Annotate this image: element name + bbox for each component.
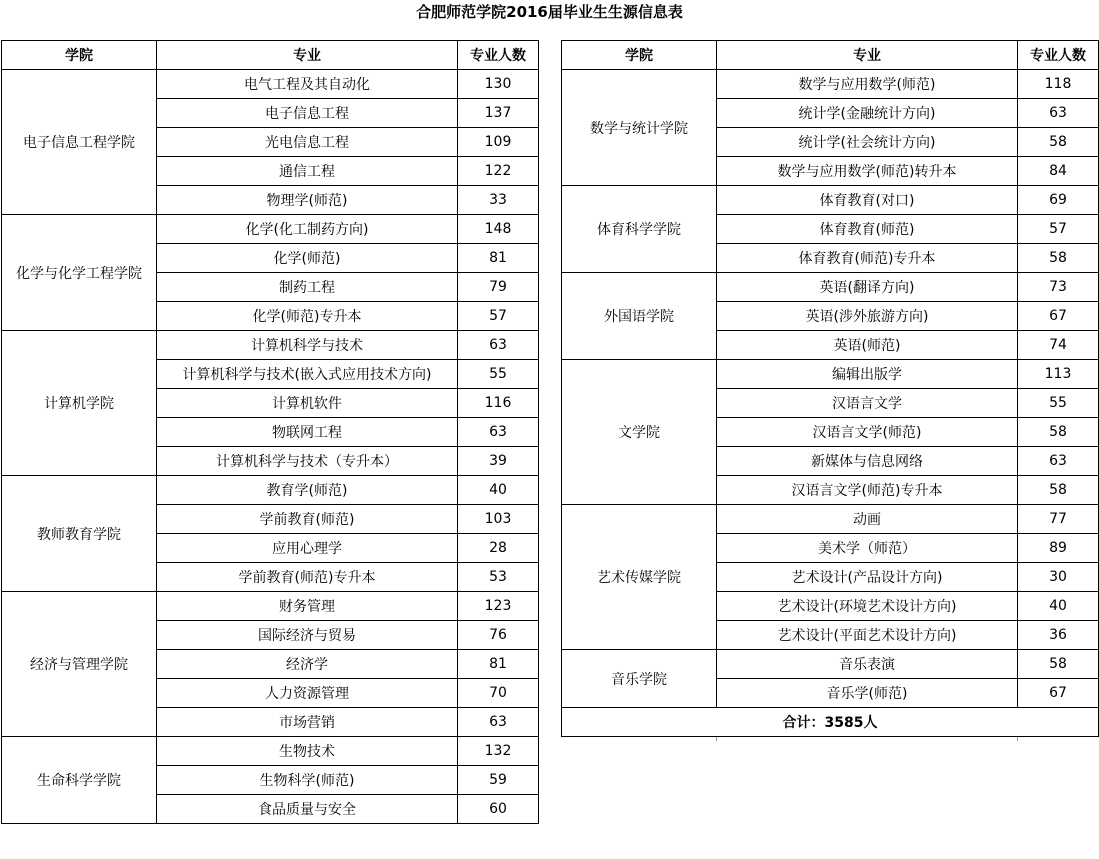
major-cell: 财务管理 — [157, 592, 458, 621]
table-row — [562, 186, 1099, 215]
header-college: 学院 — [2, 41, 157, 70]
count-cell: 59 — [458, 766, 539, 795]
major-cell: 体育教育(师范) — [717, 215, 1018, 244]
table-row — [562, 650, 1099, 679]
major-cell: 计算机软件 — [157, 389, 458, 418]
major-cell: 新媒体与信息网络 — [717, 447, 1018, 476]
college-cell: 音乐学院 — [562, 650, 717, 708]
major-cell: 汉语言文学(师范)专升本 — [717, 476, 1018, 505]
count-cell: 79 — [458, 273, 539, 302]
major-cell: 生物科学(师范) — [157, 766, 458, 795]
major-cell: 化学(师范) — [157, 244, 458, 273]
count-cell: 63 — [1018, 99, 1099, 128]
table-row — [2, 331, 539, 360]
major-cell: 计算机科学与技术(嵌入式应用技术方向) — [157, 360, 458, 389]
major-cell: 生物技术 — [157, 737, 458, 766]
major-cell: 体育教育(师范)专升本 — [717, 244, 1018, 273]
college-cell: 体育科学学院 — [562, 186, 717, 273]
count-cell: 39 — [458, 447, 539, 476]
major-cell: 计算机科学与技术（专升本） — [157, 447, 458, 476]
count-cell: 58 — [1018, 650, 1099, 679]
major-cell: 统计学(社会统计方向) — [717, 128, 1018, 157]
major-cell: 汉语言文学(师范) — [717, 418, 1018, 447]
count-cell: 36 — [1018, 621, 1099, 650]
major-cell: 数学与应用数学(师范)转升本 — [717, 157, 1018, 186]
count-cell: 73 — [1018, 273, 1099, 302]
count-cell: 103 — [458, 505, 539, 534]
major-cell: 艺术设计(产品设计方向) — [717, 563, 1018, 592]
college-cell: 生命科学学院 — [2, 737, 157, 824]
count-cell: 76 — [458, 621, 539, 650]
count-cell: 63 — [458, 418, 539, 447]
count-cell: 116 — [458, 389, 539, 418]
count-cell: 28 — [458, 534, 539, 563]
count-cell: 74 — [1018, 331, 1099, 360]
major-cell: 光电信息工程 — [157, 128, 458, 157]
college-cell: 教师教育学院 — [2, 476, 157, 592]
major-cell: 物理学(师范) — [157, 186, 458, 215]
table-row — [562, 70, 1099, 99]
major-cell: 人力资源管理 — [157, 679, 458, 708]
count-cell: 55 — [458, 360, 539, 389]
count-cell: 122 — [458, 157, 539, 186]
count-cell: 58 — [1018, 418, 1099, 447]
count-cell: 67 — [1018, 302, 1099, 331]
table-row — [562, 273, 1099, 302]
major-cell: 音乐学(师范) — [717, 679, 1018, 708]
count-cell: 60 — [458, 795, 539, 824]
major-cell: 英语(涉外旅游方向) — [717, 302, 1018, 331]
count-cell: 123 — [458, 592, 539, 621]
major-cell: 食品质量与安全 — [157, 795, 458, 824]
major-cell: 英语(师范) — [717, 331, 1018, 360]
table-row — [2, 476, 539, 505]
major-cell: 通信工程 — [157, 157, 458, 186]
major-cell: 计算机科学与技术 — [157, 331, 458, 360]
count-cell: 63 — [1018, 447, 1099, 476]
count-cell: 58 — [1018, 476, 1099, 505]
count-cell: 67 — [1018, 679, 1099, 708]
count-cell: 63 — [458, 331, 539, 360]
table-row — [2, 215, 539, 244]
count-cell: 113 — [1018, 360, 1099, 389]
count-cell: 118 — [1018, 70, 1099, 99]
major-cell: 物联网工程 — [157, 418, 458, 447]
count-cell: 58 — [1018, 244, 1099, 273]
table-row — [2, 592, 539, 621]
count-cell: 89 — [1018, 534, 1099, 563]
header-count: 专业人数 — [1018, 41, 1099, 70]
count-cell: 137 — [458, 99, 539, 128]
major-cell: 制药工程 — [157, 273, 458, 302]
count-cell: 63 — [458, 708, 539, 737]
major-cell: 化学(师范)专升本 — [157, 302, 458, 331]
major-cell: 艺术设计(平面艺术设计方向) — [717, 621, 1018, 650]
count-cell: 55 — [1018, 389, 1099, 418]
major-cell: 美术学（师范） — [717, 534, 1018, 563]
major-cell: 学前教育(师范)专升本 — [157, 563, 458, 592]
count-cell: 33 — [458, 186, 539, 215]
college-cell: 经济与管理学院 — [2, 592, 157, 737]
college-cell: 艺术传媒学院 — [562, 505, 717, 650]
left-table — [1, 40, 539, 824]
major-cell: 教育学(师范) — [157, 476, 458, 505]
table-row — [562, 505, 1099, 534]
count-cell: 77 — [1018, 505, 1099, 534]
college-cell: 化学与化学工程学院 — [2, 215, 157, 331]
major-cell: 化学(化工制药方向) — [157, 215, 458, 244]
college-cell: 电子信息工程学院 — [2, 70, 157, 215]
count-cell: 69 — [1018, 186, 1099, 215]
count-cell: 58 — [1018, 128, 1099, 157]
college-cell: 数学与统计学院 — [562, 70, 717, 186]
table-row — [2, 70, 539, 99]
count-cell: 81 — [458, 650, 539, 679]
count-cell: 109 — [458, 128, 539, 157]
count-cell: 30 — [1018, 563, 1099, 592]
header-major: 专业 — [717, 41, 1018, 70]
major-cell: 英语(翻译方向) — [717, 273, 1018, 302]
major-cell: 市场营销 — [157, 708, 458, 737]
major-cell: 国际经济与贸易 — [157, 621, 458, 650]
major-cell: 应用心理学 — [157, 534, 458, 563]
count-cell: 53 — [458, 563, 539, 592]
header-count: 专业人数 — [458, 41, 539, 70]
count-cell: 40 — [1018, 592, 1099, 621]
header-college: 学院 — [562, 41, 717, 70]
major-cell: 电气工程及其自动化 — [157, 70, 458, 99]
count-cell: 40 — [458, 476, 539, 505]
major-cell: 音乐表演 — [717, 650, 1018, 679]
table-row — [2, 737, 539, 766]
count-cell: 81 — [458, 244, 539, 273]
count-cell: 130 — [458, 70, 539, 99]
college-cell: 外国语学院 — [562, 273, 717, 360]
header-major: 专业 — [157, 41, 458, 70]
college-cell: 计算机学院 — [2, 331, 157, 476]
college-cell: 文学院 — [562, 360, 717, 505]
count-cell: 84 — [1018, 157, 1099, 186]
major-cell: 艺术设计(环境艺术设计方向) — [717, 592, 1018, 621]
count-cell: 57 — [1018, 215, 1099, 244]
table-row — [562, 360, 1099, 389]
major-cell: 数学与应用数学(师范) — [717, 70, 1018, 99]
major-cell: 电子信息工程 — [157, 99, 458, 128]
major-cell: 编辑出版学 — [717, 360, 1018, 389]
count-cell: 132 — [458, 737, 539, 766]
right-table — [561, 40, 1099, 741]
total-cell: 合计：3585人 — [562, 708, 1099, 737]
major-cell: 动画 — [717, 505, 1018, 534]
major-cell: 统计学(金融统计方向) — [717, 99, 1018, 128]
major-cell: 体育教育(对口) — [717, 186, 1018, 215]
page-title: 合肥师范学院2016届毕业生生源信息表 — [416, 3, 683, 21]
major-cell: 学前教育(师范) — [157, 505, 458, 534]
major-cell: 汉语言文学 — [717, 389, 1018, 418]
major-cell: 经济学 — [157, 650, 458, 679]
count-cell: 148 — [458, 215, 539, 244]
count-cell: 70 — [458, 679, 539, 708]
count-cell: 57 — [458, 302, 539, 331]
